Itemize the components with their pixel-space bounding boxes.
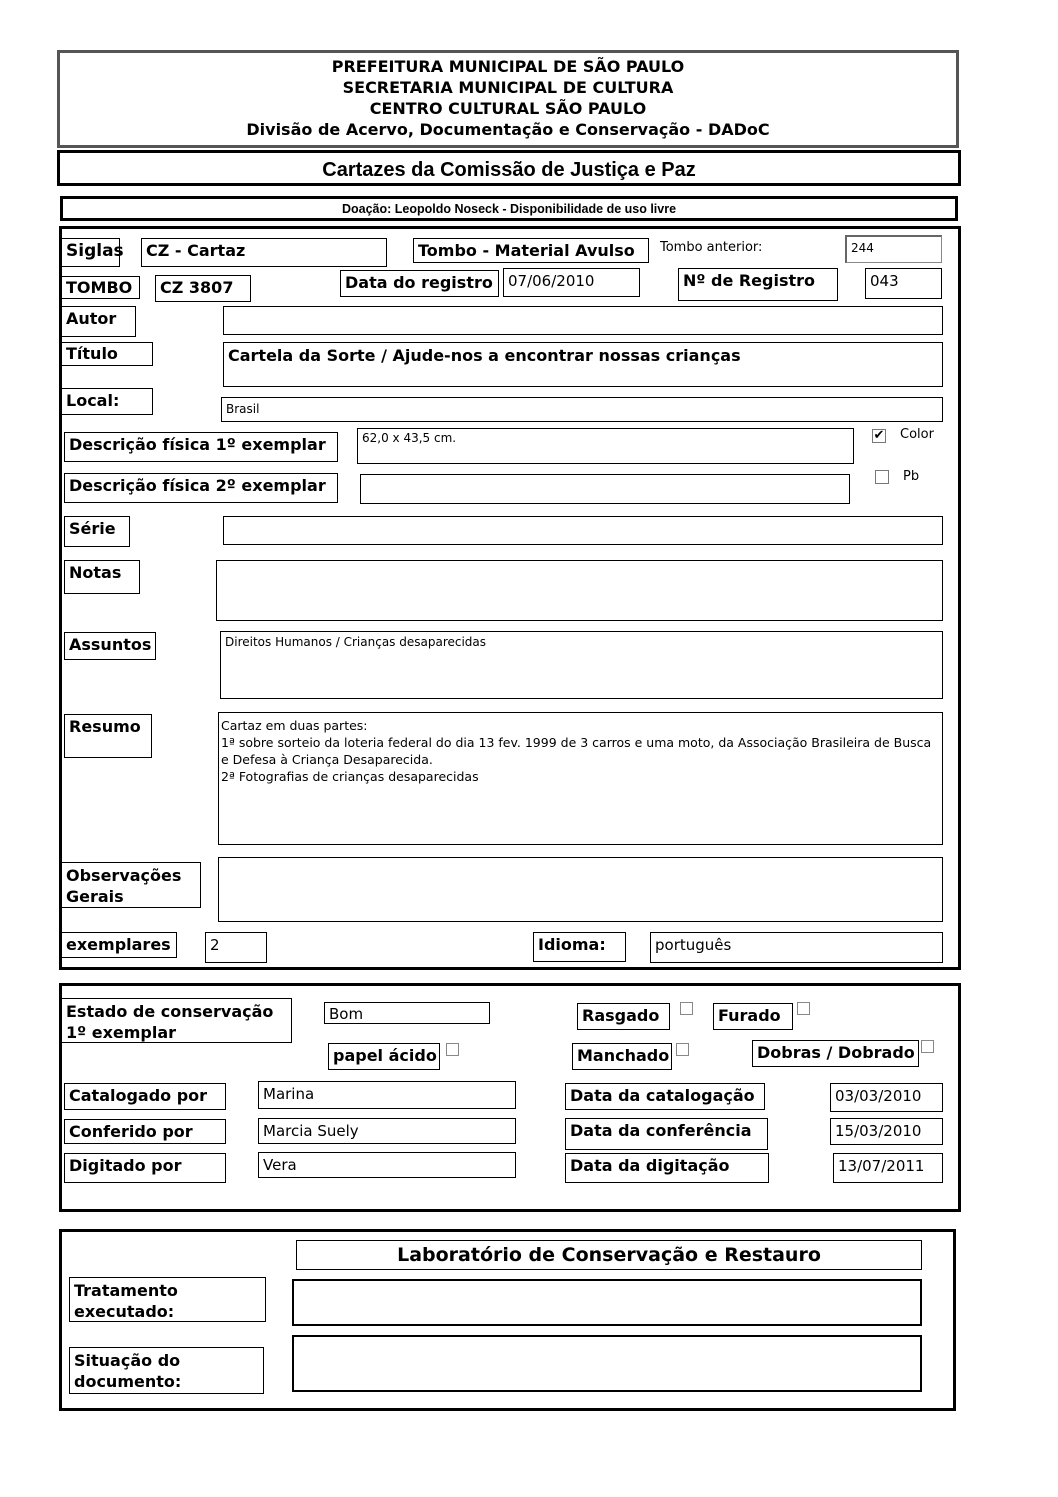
lab-title: Laboratório de Conservação e Restauro: [397, 1244, 821, 1266]
exemplares-label: exemplares: [61, 932, 177, 958]
manchado-label: Manchado: [572, 1043, 672, 1070]
collection-title: Cartazes da Comissão de Justiça e Paz: [322, 159, 696, 181]
idioma-label: Idioma:: [533, 932, 626, 962]
conferido-label: Conferido por: [64, 1119, 226, 1144]
conferido-field[interactable]: Marcia Suely: [258, 1118, 516, 1144]
manchado-checkbox[interactable]: [676, 1043, 689, 1056]
papel-acido-label: papel ácido: [328, 1043, 440, 1070]
assuntos-label: Assuntos: [64, 632, 156, 660]
tombo-anterior-field[interactable]: 244: [845, 235, 942, 263]
furado-label: Furado: [713, 1003, 793, 1030]
estado-conservacao-label: Estado de conservação 1º exemplar: [61, 998, 292, 1043]
autor-field[interactable]: [223, 306, 943, 335]
local-label: Local:: [61, 388, 153, 415]
siglas-field[interactable]: CZ - Cartaz: [141, 238, 387, 267]
furado-checkbox[interactable]: [797, 1002, 810, 1015]
header-line-2: SECRETARIA MUNICIPAL DE CULTURA: [342, 78, 674, 97]
desc1-field[interactable]: 62,0 x 43,5 cm.: [357, 428, 854, 464]
autor-label: Autor: [61, 306, 136, 337]
dobras-label: Dobras / Dobrado: [752, 1040, 919, 1067]
data-conferencia-field[interactable]: 15/03/2010: [830, 1118, 943, 1145]
data-digitacao-label: Data da digitação: [565, 1153, 769, 1183]
data-conferencia-label: Data da conferência: [565, 1118, 768, 1150]
assuntos-field[interactable]: Direitos Humanos / Crianças desaparecidas: [220, 631, 943, 699]
donation-bar: [60, 196, 958, 221]
estado-conservacao-field[interactable]: Bom: [324, 1002, 490, 1024]
n-registro-label: Nº de Registro: [678, 268, 838, 301]
data-catalogacao-label: Data da catalogação: [565, 1083, 765, 1110]
header-line-1: PREFEITURA MUNICIPAL DE SÃO PAULO: [331, 57, 685, 76]
situacao-label: Situação do documento:: [69, 1347, 264, 1394]
tombo-label: TOMBO: [61, 276, 140, 299]
catalogado-field[interactable]: Marina: [258, 1081, 516, 1109]
titulo-field[interactable]: Cartela da Sorte / Ajude-nos a encontrar nossas crianças: [223, 342, 943, 387]
situacao-field[interactable]: [292, 1335, 922, 1392]
data-registro-label: Data do registro: [340, 270, 499, 297]
institution-header: [57, 50, 959, 148]
tombo-material-label: Tombo - Material Avulso: [413, 238, 649, 263]
observacoes-label: Observações Gerais: [61, 862, 201, 908]
exemplares-field[interactable]: 2: [205, 932, 267, 963]
desc2-field[interactable]: [360, 474, 850, 504]
data-catalogacao-field[interactable]: 03/03/2010: [830, 1083, 943, 1112]
notas-label: Notas: [64, 560, 140, 594]
tombo-anterior-label: Tombo anterior:: [660, 240, 763, 255]
resumo-label: Resumo: [64, 714, 152, 758]
data-digitacao-field[interactable]: 13/07/2011: [833, 1153, 943, 1183]
local-field[interactable]: Brasil: [221, 397, 943, 422]
collection-title-bar: [57, 150, 961, 186]
pb-label: Pb: [903, 469, 920, 484]
header-line-4: Divisão de Acervo, Documentação e Conservação - DADoC: [246, 120, 770, 139]
desc1-label: Descrição física 1º exemplar: [64, 432, 338, 462]
rasgado-checkbox[interactable]: [680, 1002, 693, 1015]
n-registro-field[interactable]: 043: [865, 268, 942, 299]
digitado-field[interactable]: Vera: [258, 1152, 516, 1178]
digitado-label: Digitado por: [64, 1153, 226, 1183]
papel-acido-checkbox[interactable]: [446, 1043, 459, 1056]
titulo-label: Título: [61, 342, 153, 366]
lab-title-bar: [296, 1240, 922, 1270]
color-checkbox[interactable]: ✔: [873, 428, 885, 443]
header-line-3: CENTRO CULTURAL SÃO PAULO: [369, 99, 647, 118]
resumo-field[interactable]: Cartaz em duas partes: 1ª sobre sorteio da loteria federal do dia 13 fev. 1999 de 3 carros e uma moto, da Associação Brasileira de Busca e Defesa à Criança Desaparecida. 2ª Fotografias de crianças desaparecidas: [218, 712, 943, 845]
serie-field[interactable]: [223, 516, 943, 545]
rasgado-label: Rasgado: [577, 1003, 670, 1030]
color-label: Color: [900, 427, 934, 442]
siglas-label: Siglas: [61, 238, 120, 267]
notas-field[interactable]: [216, 560, 943, 621]
data-registro-field[interactable]: 07/06/2010: [503, 268, 640, 297]
observacoes-field[interactable]: [218, 857, 943, 922]
catalogado-label: Catalogado por: [64, 1083, 226, 1110]
idioma-field[interactable]: português: [650, 932, 943, 963]
desc2-label: Descrição física 2º exemplar: [64, 473, 338, 503]
pb-checkbox[interactable]: [875, 470, 889, 484]
tratamento-field[interactable]: [292, 1279, 922, 1326]
tombo-field[interactable]: CZ 3807: [155, 275, 251, 302]
donation-line: Doação: Leopoldo Noseck - Disponibilidade de uso livre: [341, 202, 677, 216]
dobras-checkbox[interactable]: [921, 1040, 934, 1053]
tratamento-label: Tratamento executado:: [69, 1277, 266, 1322]
serie-label: Série: [64, 516, 130, 547]
